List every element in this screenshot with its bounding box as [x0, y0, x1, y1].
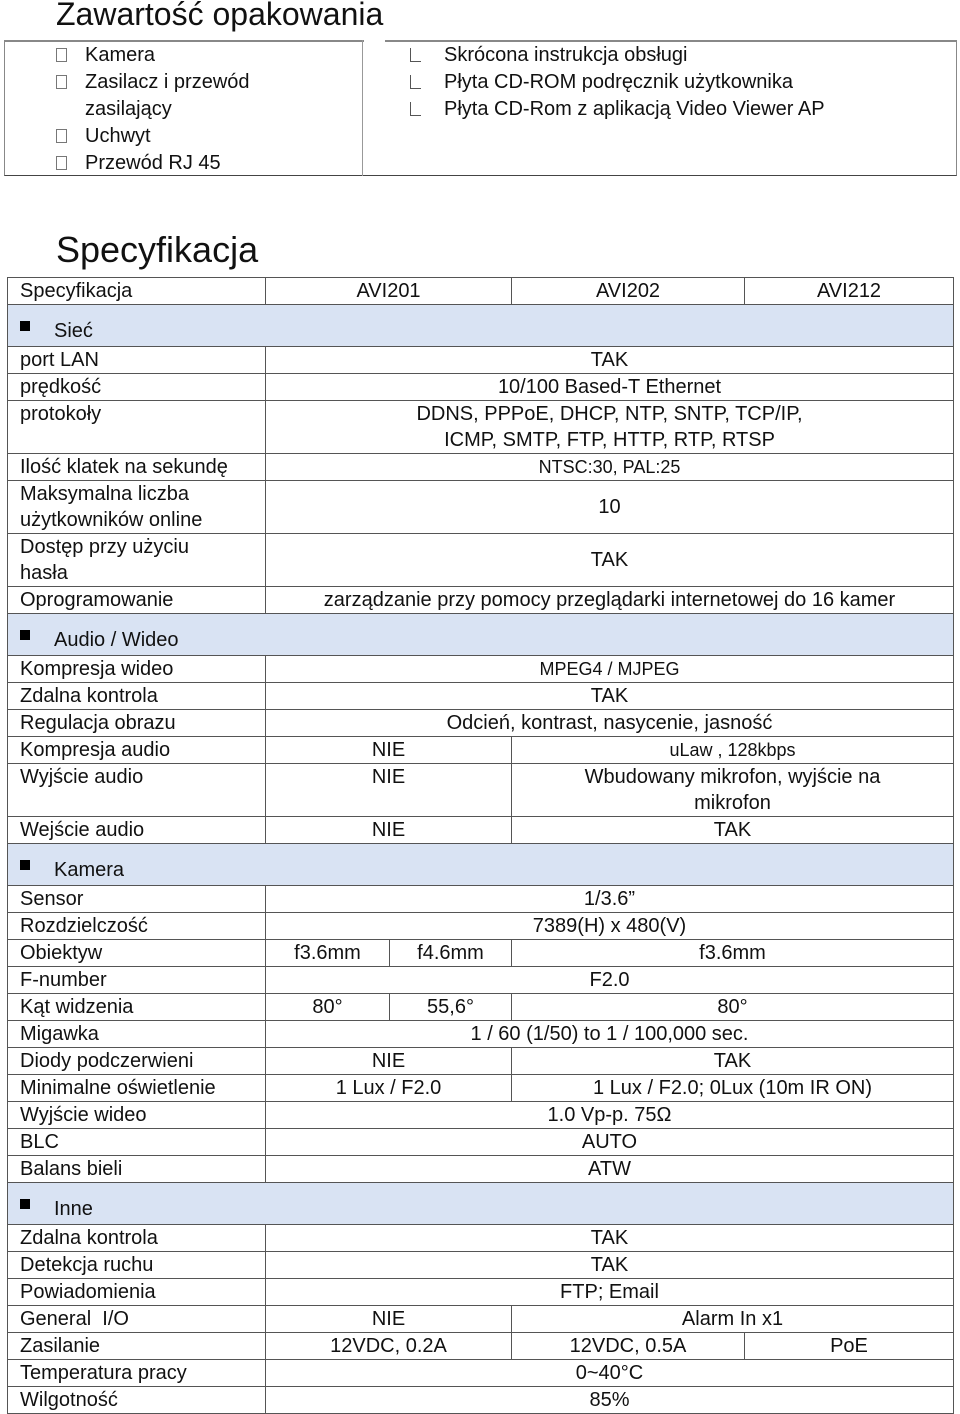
- header-cell: AVI202: [512, 278, 745, 305]
- row-value: F2.0: [266, 967, 954, 994]
- table-row: [8, 1129, 954, 1156]
- table-row: [8, 817, 954, 844]
- row-value: NTSC:30, PAL:25: [266, 454, 954, 481]
- table-row: [8, 683, 954, 710]
- table-row: [8, 374, 954, 401]
- row-value: ATW: [266, 1156, 954, 1183]
- table-row: [8, 481, 954, 534]
- row-value: NIE: [266, 1048, 512, 1075]
- row-value: TAK: [512, 1048, 954, 1075]
- row-label: Regulacja obrazu: [8, 710, 266, 737]
- row-value: 10: [266, 481, 954, 534]
- row-value: 7389(H) x 480(V): [266, 913, 954, 940]
- table-row: [8, 737, 954, 764]
- table-row: [8, 656, 954, 683]
- row-label: Sensor: [8, 886, 266, 913]
- row-label: F-number: [8, 967, 266, 994]
- row-value: TAK: [266, 347, 954, 374]
- row-label: Zasilanie: [8, 1333, 266, 1360]
- row-value: TAK: [266, 1252, 954, 1279]
- table-row: [8, 764, 954, 817]
- header-cell: AVI212: [745, 278, 954, 305]
- row-value: FTP; Email: [266, 1279, 954, 1306]
- row-label: BLC: [8, 1129, 266, 1156]
- package-item: Zasilacz i przewód: [56, 69, 250, 96]
- section-heading: Inne: [8, 1183, 954, 1225]
- row-value: zarządzanie przy pomocy przeglądarki internetowej do 16 kamer: [266, 587, 954, 614]
- bracket-icon: [410, 75, 421, 89]
- package-item: Płyta CD-Rom z aplikacją Video Viewer AP: [410, 96, 825, 123]
- row-value: AUTO: [266, 1129, 954, 1156]
- section-row: [8, 614, 954, 656]
- checkbox-icon: [56, 75, 67, 89]
- table-row: [8, 1021, 954, 1048]
- table-row: [8, 1306, 954, 1333]
- row-value: Odcień, kontrast, nasycenie, jasność: [266, 710, 954, 737]
- section-heading: Audio / Wideo: [8, 614, 954, 656]
- table-row: [8, 1225, 954, 1252]
- row-value: 1 / 60 (1/50) to 1 / 100,000 sec.: [266, 1021, 954, 1048]
- row-label: Minimalne oświetlenie: [8, 1075, 266, 1102]
- row-value: 0~40°C: [266, 1360, 954, 1387]
- section-row: [8, 305, 954, 347]
- row-value: 80°: [266, 994, 390, 1021]
- row-label: Powiadomienia: [8, 1279, 266, 1306]
- row-label: Oprogramowanie: [8, 587, 266, 614]
- table-row: [8, 710, 954, 737]
- table-row: [8, 1048, 954, 1075]
- bullet-icon: [20, 860, 30, 870]
- table-row: [8, 1279, 954, 1306]
- table-row: [8, 534, 954, 587]
- row-label: port LAN: [8, 347, 266, 374]
- row-label: Kąt widzenia: [8, 994, 266, 1021]
- row-label: Zdalna kontrola: [8, 1225, 266, 1252]
- row-value: f3.6mm: [512, 940, 954, 967]
- bracket-icon: [410, 48, 421, 62]
- row-value: NIE: [266, 1306, 512, 1333]
- row-label: Rozdzielczość: [8, 913, 266, 940]
- row-value: 12VDC, 0.5A: [512, 1333, 745, 1360]
- section-row: [8, 844, 954, 886]
- row-label: Zdalna kontrola: [8, 683, 266, 710]
- row-label: Wyjście wideo: [8, 1102, 266, 1129]
- row-value: NIE: [266, 764, 512, 817]
- bullet-icon: [20, 1199, 30, 1209]
- table-row: [8, 454, 954, 481]
- checkbox-icon: [56, 156, 67, 170]
- table-row: [8, 1102, 954, 1129]
- package-item: Skrócona instrukcja obsługi: [410, 42, 687, 69]
- row-label: Migawka: [8, 1021, 266, 1048]
- row-value: NIE: [266, 817, 512, 844]
- row-label: Wilgotność: [8, 1387, 266, 1414]
- row-label: prędkość: [8, 374, 266, 401]
- row-value: DDNS, PPPoE, DHCP, NTP, SNTP, TCP/IP, ICMP, SMTP, FTP, HTTP, RTP, RTSP: [266, 401, 954, 454]
- row-value: Alarm In x1: [512, 1306, 954, 1333]
- package-item: Płyta CD-ROM podręcznik użytkownika: [410, 69, 793, 96]
- spec-title: Specyfikacja: [56, 229, 259, 270]
- section-row: [8, 1183, 954, 1225]
- table-row: [8, 1252, 954, 1279]
- box-column-divider: [362, 40, 363, 176]
- table-row: [8, 1360, 954, 1387]
- row-label: Maksymalna liczba użytkowników online: [8, 481, 266, 534]
- row-value: 12VDC, 0.2A: [266, 1333, 512, 1360]
- row-value: 1/3.6”: [266, 886, 954, 913]
- table-row: [8, 347, 954, 374]
- table-row: [8, 401, 954, 454]
- package-item: Przewód RJ 45: [56, 150, 221, 177]
- spec-table: [7, 277, 954, 1414]
- row-label: Balans bieli: [8, 1156, 266, 1183]
- row-value: NIE: [266, 737, 512, 764]
- table-row: [8, 886, 954, 913]
- row-label: Ilość klatek na sekundę: [8, 454, 266, 481]
- package-item: Kamera: [56, 42, 155, 69]
- table-header-row: [8, 278, 954, 305]
- row-label: Temperatura pracy: [8, 1360, 266, 1387]
- row-label: Kompresja audio: [8, 737, 266, 764]
- bracket-icon: [410, 102, 421, 116]
- table-row: [8, 913, 954, 940]
- row-label: Wejście audio: [8, 817, 266, 844]
- row-value: 1 Lux / F2.0; 0Lux (10m IR ON): [512, 1075, 954, 1102]
- row-value: 85%: [266, 1387, 954, 1414]
- section-heading: Kamera: [8, 844, 954, 886]
- row-value: TAK: [266, 1225, 954, 1252]
- table-row: [8, 587, 954, 614]
- table-row: [8, 1333, 954, 1360]
- row-label: protokoły: [8, 401, 266, 454]
- row-label: Diody podczerwieni: [8, 1048, 266, 1075]
- row-value: 10/100 Based-T Ethernet: [266, 374, 954, 401]
- header-cell: Specyfikacja: [8, 278, 266, 305]
- row-label: Obiektyw: [8, 940, 266, 967]
- row-value: f3.6mm: [266, 940, 390, 967]
- checkbox-icon: [56, 48, 67, 62]
- bullet-icon: [20, 321, 30, 331]
- table-row: [8, 1387, 954, 1414]
- row-value: TAK: [512, 817, 954, 844]
- row-value: TAK: [266, 683, 954, 710]
- table-row: [8, 967, 954, 994]
- row-label: Detekcja ruchu: [8, 1252, 266, 1279]
- checkbox-icon: [56, 129, 67, 143]
- row-value: PoE: [745, 1333, 954, 1360]
- row-value: 1.0 Vp-p. 75Ω: [266, 1102, 954, 1129]
- row-value: Wbudowany mikrofon, wyjście na mikrofon: [512, 764, 954, 817]
- row-label: General I/O: [8, 1306, 266, 1333]
- row-label: Wyjście audio: [8, 764, 266, 817]
- table-row: [8, 1156, 954, 1183]
- row-value: 55,6°: [390, 994, 512, 1021]
- row-value: 1 Lux / F2.0: [266, 1075, 512, 1102]
- row-value: f4.6mm: [390, 940, 512, 967]
- header-cell: AVI201: [266, 278, 512, 305]
- row-value: 80°: [512, 994, 954, 1021]
- package-title: Zawartość opakowania: [56, 0, 384, 32]
- table-row: [8, 994, 954, 1021]
- row-value: TAK: [266, 534, 954, 587]
- row-value: MPEG4 / MJPEG: [266, 656, 954, 683]
- row-label: Dostęp przy użyciu hasła: [8, 534, 266, 587]
- package-item-continuation: zasilający: [85, 98, 172, 120]
- bullet-icon: [20, 630, 30, 640]
- row-value: uLaw , 128kbps: [512, 737, 954, 764]
- table-row: [8, 940, 954, 967]
- section-heading: Sieć: [8, 305, 954, 347]
- table-row: [8, 1075, 954, 1102]
- row-label: Kompresja wideo: [8, 656, 266, 683]
- package-item: Uchwyt: [56, 123, 151, 150]
- package-contents-box: [4, 40, 957, 176]
